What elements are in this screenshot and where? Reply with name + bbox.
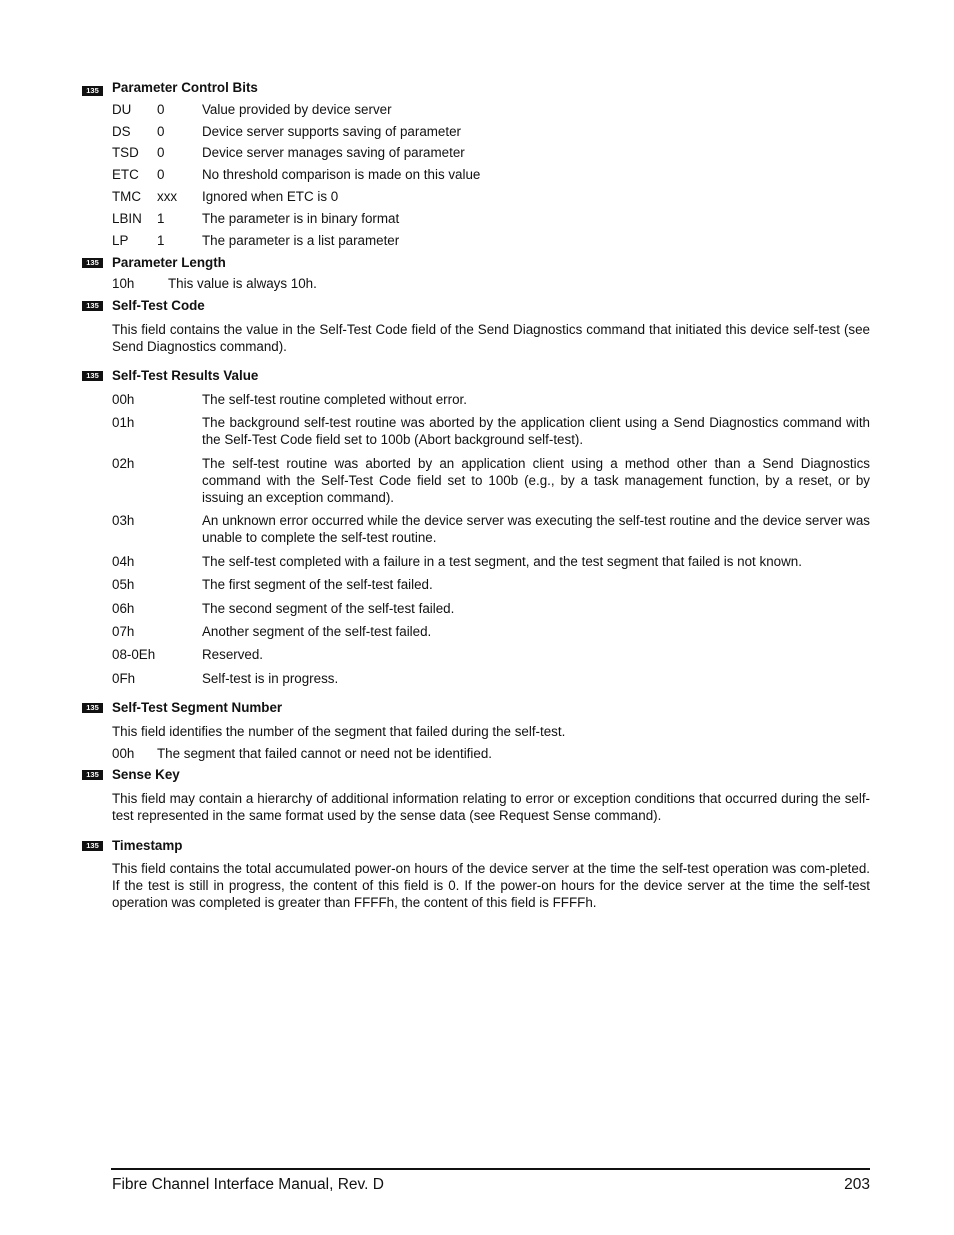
result-desc: The self-test routine was aborted by an application client using a method other than a Send Diagnostics command with the Self-Test Code field set to 100b (e.g., by a task management function, by a reset, or by issuing an exception command). <box>202 456 870 505</box>
result-desc: An unknown error occurred while the device server was executing the self-test routine and the device server was unable to complete the self-test routine. <box>202 513 870 545</box>
param-length-desc: This value is always 10h. <box>168 276 317 291</box>
section-badge: 135 <box>82 301 103 311</box>
pcb-desc: The parameter is a list parameter <box>202 233 400 248</box>
result-row <box>112 600 870 617</box>
heading-parameter-length: Parameter Length <box>112 255 226 270</box>
param-length-code: 10h <box>112 276 135 291</box>
footer-page-number: 203 <box>844 1176 870 1193</box>
result-row <box>112 623 870 640</box>
segment-number-text: This field identifies the number of the segment that failed during the self-test. <box>112 724 566 739</box>
result-desc: The first segment of the self-test failed. <box>202 577 433 592</box>
pcb-code: LP <box>112 233 129 248</box>
result-code: 07h <box>112 624 135 639</box>
pcb-value: 0 <box>157 145 165 160</box>
pcb-code: TMC <box>112 189 142 204</box>
pcb-code: ETC <box>112 167 139 182</box>
result-desc: Another segment of the self-test failed. <box>202 624 432 639</box>
pcb-code: LBIN <box>112 211 142 226</box>
pcb-desc: No threshold comparison is made on this value <box>202 167 481 182</box>
result-desc: The self-test routine completed without error. <box>202 392 467 407</box>
timestamp-text: This field contains the total accumulated power-on hours of the device server at the time the self-test operation was com-pleted. If the test is still in progress, the content of this field is 0. If the power-on hours for the device server at the time the self-test operation was completed is greater than FFFFh, the content of this field is FFFFh. <box>112 861 870 910</box>
self-test-code-text: This field contains the value in the Self-Test Code field of the Send Diagnostics command that initiated this device self-test (see Send Diagnostics command). <box>112 322 870 354</box>
result-row <box>112 455 870 506</box>
result-desc: The second segment of the self-test failed. <box>202 601 455 616</box>
heading-parameter-control-bits: Parameter Control Bits <box>112 80 258 95</box>
heading-self-test-results-value: Self-Test Results Value <box>112 368 259 383</box>
segment-number-code: 00h <box>112 746 135 761</box>
pcb-code: DU <box>112 102 132 117</box>
result-row <box>112 646 870 663</box>
pcb-code: TSD <box>112 145 139 160</box>
result-code: 0Fh <box>112 671 136 686</box>
section-badge: 135 <box>82 86 103 96</box>
pcb-desc: Ignored when ETC is 0 <box>202 189 339 204</box>
pcb-value: 0 <box>157 167 165 182</box>
section-badge: 135 <box>82 258 103 268</box>
result-code: 04h <box>112 554 135 569</box>
result-code: 02h <box>112 456 135 471</box>
result-code: 00h <box>112 392 135 407</box>
result-code: 03h <box>112 513 135 528</box>
result-code: 05h <box>112 577 135 592</box>
pcb-value: 1 <box>157 211 165 226</box>
footer-rule <box>111 1168 870 1170</box>
result-code: 08-0Eh <box>112 647 156 662</box>
pcb-value: 0 <box>157 102 165 117</box>
result-code: 01h <box>112 415 135 430</box>
pcb-value: 0 <box>157 124 165 139</box>
pcb-desc: Device server supports saving of parameter <box>202 124 461 139</box>
section-badge: 135 <box>82 371 103 381</box>
section-badge: 135 <box>82 841 103 851</box>
result-row <box>112 553 870 570</box>
result-desc: The background self-test routine was aborted by the application client using a Send Diagnostics command with the Self-Test Code field set to 100b (Abort background self-test). <box>202 415 870 447</box>
heading-timestamp: Timestamp <box>112 838 183 853</box>
result-desc: Reserved. <box>202 647 264 662</box>
result-desc: The self-test completed with a failure in a test segment, and the test segment that failed is not known. <box>202 554 802 569</box>
pcb-desc: Device server manages saving of parameter <box>202 145 465 160</box>
footer-manual-title: Fibre Channel Interface Manual, Rev. D <box>112 1176 384 1193</box>
pcb-code: DS <box>112 124 131 139</box>
pcb-value: xxx <box>157 189 178 204</box>
result-row <box>112 512 870 546</box>
result-row <box>112 414 870 448</box>
heading-sense-key: Sense Key <box>112 767 180 782</box>
sense-key-text: This field may contain a hierarchy of additional information relating to error or exception conditions that occurred during the self-test represented in the same format used by the sense data (see Request Sense command). <box>112 791 870 823</box>
section-badge: 135 <box>82 703 103 713</box>
section-badge: 135 <box>82 770 103 780</box>
segment-number-desc: The segment that failed cannot or need not be identified. <box>157 746 492 761</box>
result-row <box>112 576 870 593</box>
pcb-desc: The parameter is in binary format <box>202 211 400 226</box>
pcb-desc: Value provided by device server <box>202 102 392 117</box>
result-desc: Self-test is in progress. <box>202 671 339 686</box>
result-code: 06h <box>112 601 135 616</box>
result-row <box>112 391 870 408</box>
heading-self-test-code: Self-Test Code <box>112 298 205 313</box>
result-row <box>112 670 870 687</box>
heading-self-test-segment-number: Self-Test Segment Number <box>112 700 283 715</box>
pcb-value: 1 <box>157 233 165 248</box>
